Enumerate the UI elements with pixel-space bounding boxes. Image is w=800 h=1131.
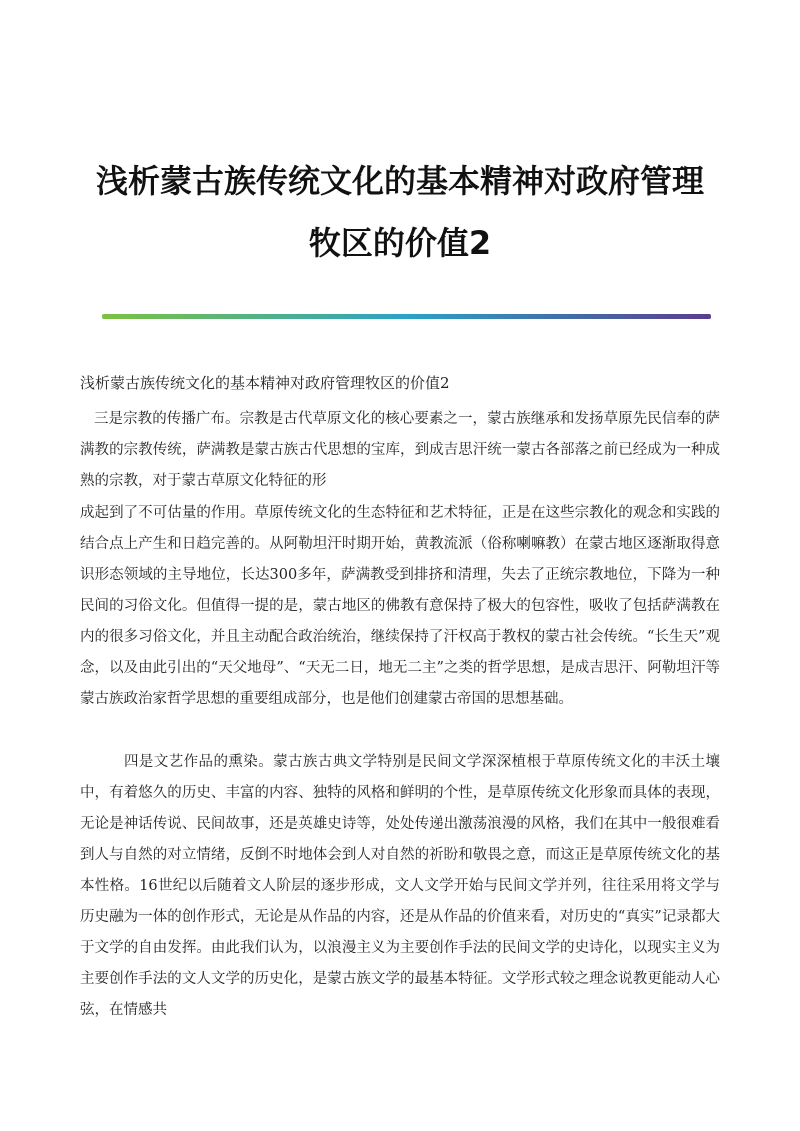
document-subtitle: 浅析蒙古族传统文化的基本精神对政府管理牧区的价值2: [80, 374, 450, 392]
title-line-2: 牧区的价值2: [308, 224, 492, 262]
document-title: [80, 150, 720, 274]
paragraph-literature: 四是文艺作品的熏染。蒙古族古典文学特别是民间文学深深植根于草原传统文化的丰沃土壤中，有着悠久的历史、丰富的内容、独特的风格和鲜明的个性，是草原传统文化形象而具体的表现，无论是神话传说、民间故事，还是英雄史诗等，处处传递出激荡浪漫的风格，我们在其中一般很难看到人与自然的对立情绪，反倒不时地体会到人对自然的祈盼和敬畏之意，而这正是草原传统文化的基本性格。16世纪以后随着文人阶层的逐步形成，文人文学开始与民间文学并列，往往采用将文学与历史融为一体的创作形式，无论是从作品的内容，还是从作品的价值来看，对历史的“真实”记录都大于文学的自由发挥。由此我们认为，以浪漫主义为主要创作手法的民间文学的史诗化，以现实主义为主要创作手法的文人文学的历史化，是蒙古族文学的最基本特征。文学形式较之理念说教更能动人心弦，在情感共: [80, 754, 720, 1018]
paragraph-religion-continued: 成起到了不可估量的作用。草原传统文化的生态特征和艺术特征，正是在这些宗教化的观念和实践的结合点上产生和日趋完善的。从阿勒坦汗时期开始，黄教流派（俗称喇嘛教）在蒙古地区逐渐取得意识形态领域的主导地位，长达300多年，萨满教受到排挤和清理，失去了正统宗教地位，下降为一种民间的习俗文化。但值得一提的是，蒙古地区的佛教有意保持了极大的包容性，吸收了包括萨满教在内的很多习俗文化，并且主动配合政治统治，继续保持了汗权高于教权的蒙古社会传统。“长生天”观念，以及由此引出的“天父地母”、“天无二日，地无二主”之类的哲学思想，是成吉思汗、阿勒坦汗等蒙古族政治家哲学思想的重要组成部分，也是他们创建蒙古帝国的思想基础。: [80, 505, 720, 707]
title-line-1: 浅析蒙古族传统文化的基本精神对政府管理: [95, 162, 704, 200]
paragraph-religion: 三是宗教的传播广布。宗教是古代草原文化的核心要素之一，蒙古族继承和发扬草原先民信奉的萨满教的宗教传统，萨满教是蒙古族古代思想的宝库，到成吉思汗统一蒙古各部落之前已经成为一种成熟的宗教，对于蒙古草原文化特征的形: [80, 411, 720, 489]
gradient-divider: [102, 314, 711, 319]
